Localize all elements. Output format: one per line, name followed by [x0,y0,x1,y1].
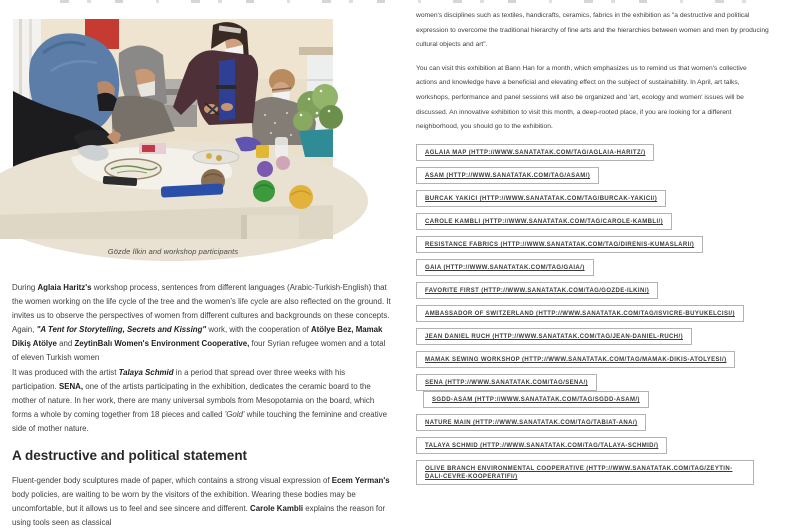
paragraph-body-sculptures: Fluent-gender body sculptures made of paper, which contains a strong visual expression of Ecem Yerman's body policies, are waiting to be worn by the visitors of the exhibition. Wearing these bodies may be uncomfortable, but it allows us to feel and see sincere and different. Carole Kambli explains the reason for using tools seen as classical [12,476,390,528]
tag-row [416,190,769,207]
tag-link-aglaia-haritz[interactable]: AGLAIA MAP (HTTP://WWW.SANATATAK.COM/TAG/AGLAIA-HARITZ/) [416,144,654,161]
tag-row [416,437,769,454]
tag-row [416,282,769,299]
tag-link-mamak-sewing-workshop[interactable]: MAMAK SEWING WORKSHOP (HTTP://WWW.SANATATAK.COM/TAG/MAMAK-DIKIS-ATOLYESI/) [416,351,735,368]
tag-link-gozde-ilkin[interactable]: FAVORITE FIRST (HTTP://WWW.SANATATAK.COM/TAG/GOZDE-ILKIN/) [416,282,658,299]
tag-link-olive-branch-cooperative[interactable]: OLIVE BRANCH ENVIRONMENTAL COOPERATIVE (HTTP://WWW.SANATATAK.COM/TAG/ZEYTIN-DALI-CEVRE-KOOPERATIFI/) [416,460,754,485]
workshop-photo [13,19,333,239]
tag-link-sena[interactable]: SENA (HTTP://WWW.SANATATAK.COM/TAG/SENA/) [416,374,597,391]
article-right-column [416,9,769,491]
tag-row [416,305,769,322]
tag-row [416,351,769,368]
tag-row [416,460,769,485]
tag-link-burcak-yakici[interactable]: BURCAK YAKICI (HTTP://WWW.SANATATAK.COM/TAG/BURCAK-YAKICI/) [416,190,666,207]
tag-link-nature-main[interactable]: NATURE MAIN (HTTP://WWW.SANATATAK.COM/TAG/TABIAT-ANA/) [416,414,646,431]
tag-link-ambassador-switzerland[interactable]: AMBASSADOR OF SWITZERLAND (HTTP://WWW.SANATATAK.COM/TAG/ISVICRE-BUYUKELCISI/) [416,305,744,322]
tag-link-gaia[interactable]: GAIA (HTTP://WWW.SANATATAK.COM/TAG/GAIA/) [416,259,594,276]
tag-link-carole-kambli[interactable]: CAROLE KAMBLI (HTTP://WWW.SANATATAK.COM/TAG/CAROLE-KAMBLI/) [416,213,672,230]
clipped-text-remnant [60,0,770,3]
tag-link-sgdd-asam[interactable]: SGDD-ASAM (HTTP://WWW.SANATATAK.COM/TAG/SGDD-ASAM/) [423,391,649,408]
tag-row [416,414,769,431]
tag-row [416,213,769,230]
tag-row [416,236,769,253]
photo-caption: Gözde İlkin and workshop participants [107,247,239,256]
tag-link-asam[interactable]: ASAM (HTTP://WWW.SANATATAK.COM/TAG/ASAM/) [416,167,599,184]
paragraph-disciplines: women's disciplines such as textiles, handicrafts, ceramics, fabrics in the exhibition as "a destructive and political expression to overcome the traditional hierarchy of fine arts and the hierarchies between women and men by producing cultural objects and art". [416,12,769,49]
tag-link-talaya-schmid[interactable]: TALAYA SCHMID (HTTP://WWW.SANATATAK.COM/TAG/TALAYA-SCHMID/) [416,437,667,454]
tag-row [416,167,769,184]
paragraph-visit-info: You can visit this exhibition at Bann Han for a month, which emphasizes us to remind us that women's collective actions and knowledge have a beneficial and elevating effect on the subject of sustainability. In April, art talks, workshops, performance and panel sessions will also be organized and 'art, ecology and women' issues will be discussed. An innovative exhibition to visit this month, a deep-rooted place, if you are looking for a different neighborhood, you should go to the exhibition. [416,64,747,131]
paragraph-workshop-process: During Aglaia Haritz's workshop process, sentences from different languages (Arabic-Turkish-English) that the women working on the life cycle of the tree and the women's life cycle are also reflected on the ground. It invites us to observe the perspectives of women from different cultures and backgrounds on these concepts. Again, "A Tent for Storytelling, Secrets and Kissing" work, with the cooperation of Atölye Bez, Mamak Dikiş Atölye and ZeytinBalı Women's Environment Cooperative, four Syrian refugee women and a total of eleven Turkish women It was produced with the artist Talaya Schmid in a period that spread over three weeks with his participation. SENA, one of the artists participating in the exhibition, dedicates the ceramic board to the mother of nature. In her work, there are many universal symbols from Mesopotamia on the board, which forms a whole by coming together from 18 pieces and called 'Gold' while touching the feminine and creative side of mother nature. [12,283,391,433]
workshop-photo-illustration [13,19,333,239]
tag-list [416,144,769,485]
tag-link-jean-daniel-ruch[interactable]: JEAN DANIEL RUCH (HTTP://WWW.SANATATAK.COM/TAG/JEAN-DANIEL-RUCH/) [416,328,692,345]
tag-row [416,328,769,345]
tag-row [416,144,769,161]
article-left-column [12,281,391,530]
section-heading: A destructive and political statement [12,448,248,464]
tag-row [416,374,769,408]
tag-row [416,259,769,276]
tag-link-resistance-fabrics[interactable]: RESISTANCE FABRICS (HTTP://WWW.SANATATAK.COM/TAG/DIRENIS-KUMASLARI/) [416,236,703,253]
